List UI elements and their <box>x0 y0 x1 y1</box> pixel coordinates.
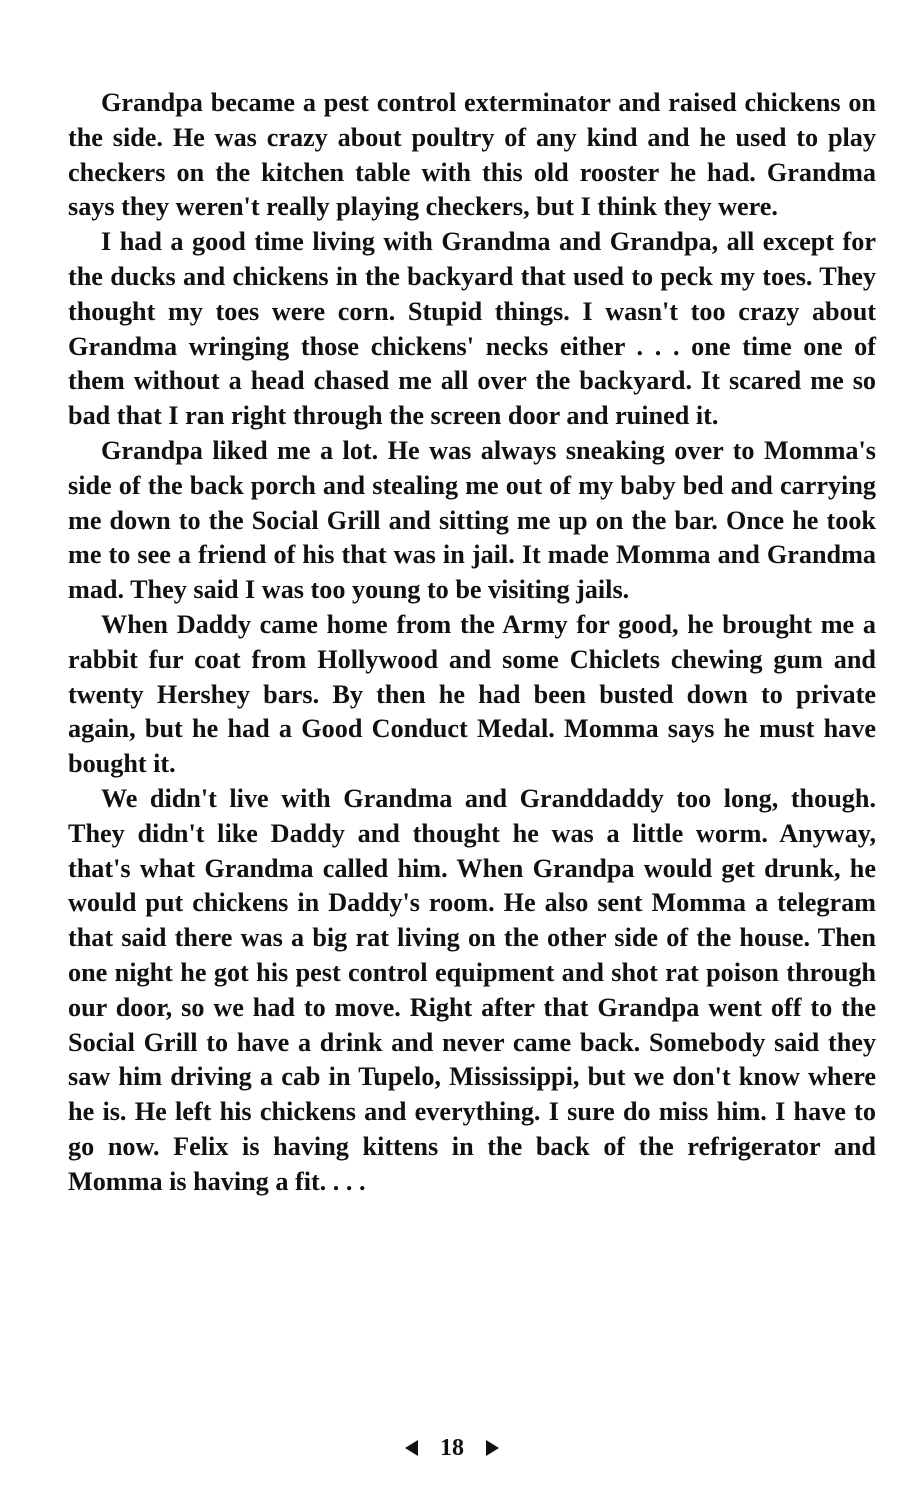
body-text <box>68 86 876 1200</box>
page-number: 18 <box>440 1435 464 1462</box>
paragraph-3: Grandpa liked me a lot. He was always sneaking over to Momma's side of the back porch and stealing me out of my baby bed and carrying me down to the Social Grill and sitting me up on the bar. Once he took me to see a friend of his that was in jail. It made Momma and Grandma mad. They said I was too young to be visiting jails. <box>68 435 876 605</box>
paragraph-2: I had a good time living with Grandma and Grandpa, all except for the ducks and chickens in the backyard that used to peck my toes. They thought my toes were corn. Stupid things. I wasn't too crazy about Grandma wringing those chickens' necks either . . . one time one of them without a head chased me all over the backyard. It scared me so bad that I ran right through the screen door and ruined it. <box>68 227 876 431</box>
page-footer <box>0 1427 904 1468</box>
right-arrow-icon <box>486 1440 499 1456</box>
paragraph-5: We didn't live with Grandma and Granddaddy too long, though. They didn't like Daddy and thought he was a little worm. Anyway, that's what Grandma called him. When Grandpa would get drunk, he would put chickens in Daddy's room. He also sent Momma a telegram that said there was a big rat living on the other side of the house. Then one night he got his pest control equipment and shot rat poison through our door, so we had to move. Right after that Grandpa went off to the Social Grill to have a drink and never came back. Somebody said they saw him driving a cab in Tupelo, Mississippi, but we don't know where he is. He left his chickens and everything. I sure do miss him. I have to go now. Felix is having kittens in the back of the refrigerator and Momma is having a fit. . . . <box>68 783 876 1196</box>
paragraph-4: When Daddy came home from the Army for good, he brought me a rabbit fur coat from Hollywood and some Chiclets chewing gum and twenty Hershey bars. By then he had been busted down to private again, but he had a Good Conduct Medal. Momma says he must have bought it. <box>68 609 876 779</box>
left-arrow-icon <box>405 1440 418 1456</box>
paragraph-1: Grandpa became a pest control exterminator and raised chickens on the side. He was crazy about poultry of any kind and he used to play checkers on the kitchen table with this old rooster he had. Grandma says they weren't really playing checkers, but I think they were. <box>68 88 876 222</box>
